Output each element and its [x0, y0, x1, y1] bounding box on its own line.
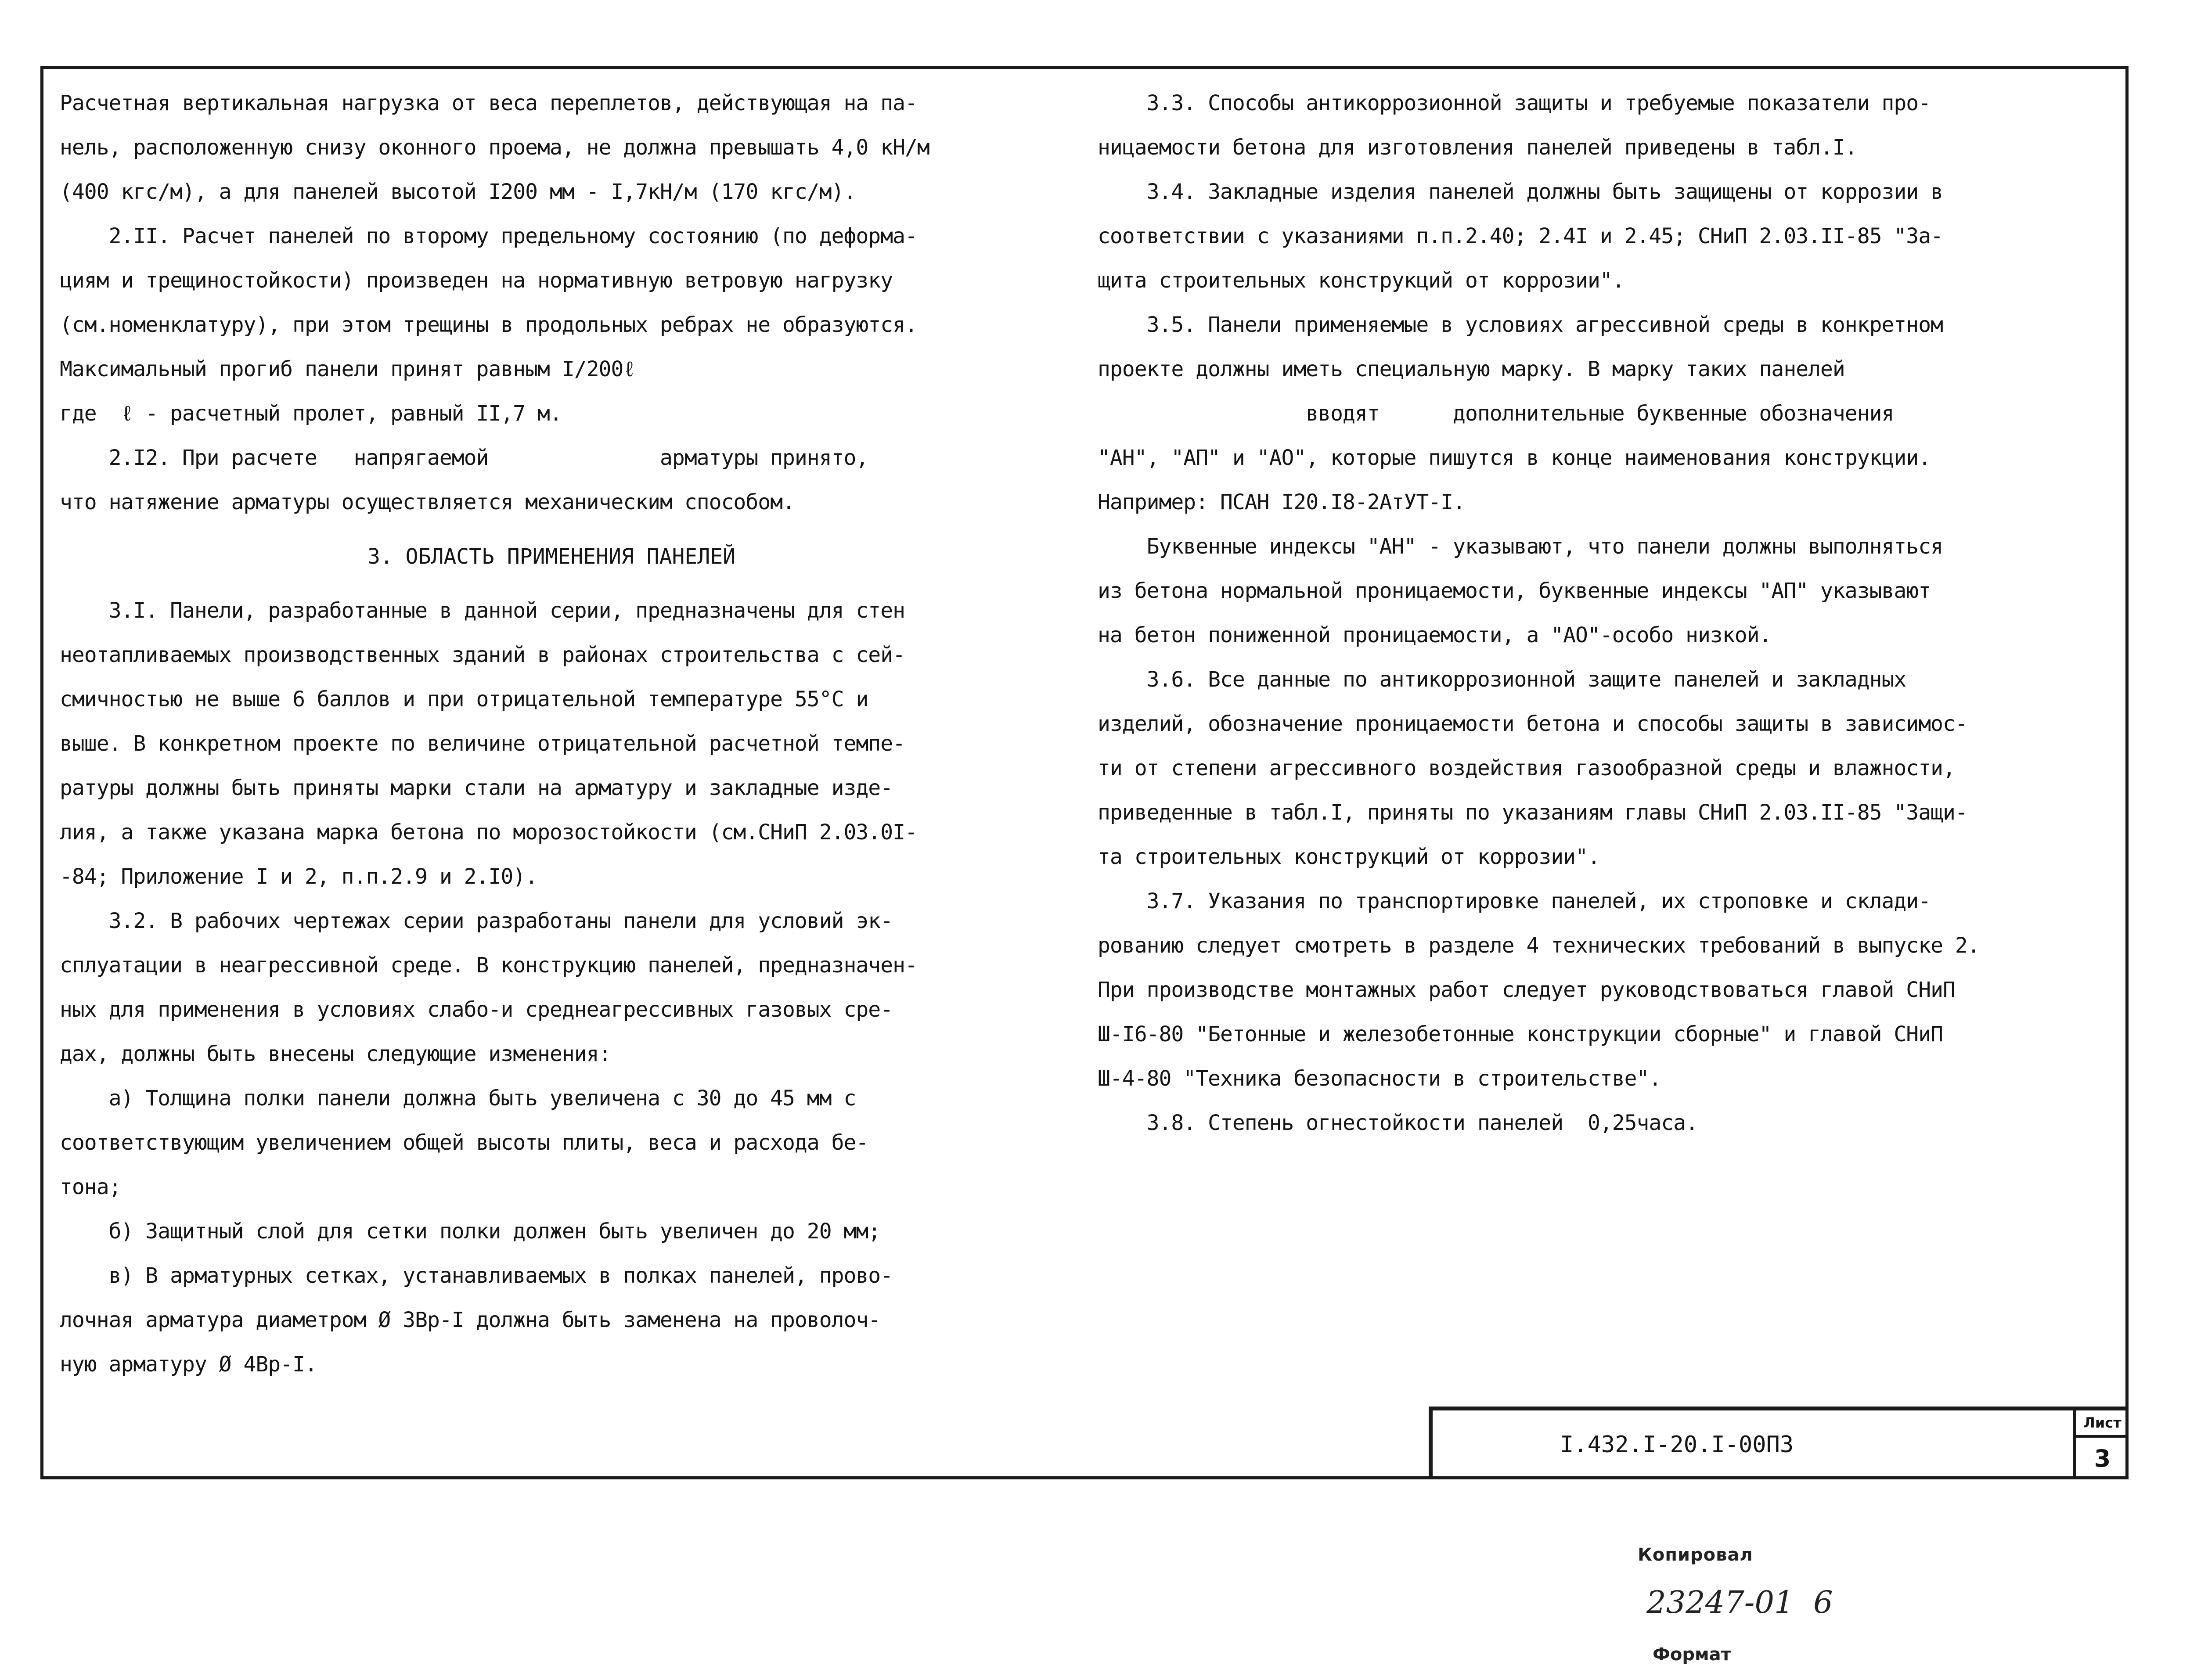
section-heading: 3. ОБЛАСТЬ ПРИМЕНЕНИЯ ПАНЕЛЕЙ	[367, 544, 736, 569]
left-text-column	[60, 81, 1043, 1387]
text-line: неотапливаемых производственных зданий в районах строительства с сей-	[60, 643, 905, 667]
text-line: 3.4. Закладные изделия панелей должны быть защищены от коррозии в	[1098, 180, 1943, 204]
text-line: Расчетная вертикальная нагрузка от веса переплетов, действующая на па-	[60, 91, 917, 115]
text-line: выше. В конкретном проекте по величине отрицательной расчетной темпе-	[60, 731, 905, 756]
text-line: -84; Приложение I и 2, п.п.2.9 и 2.I0).	[60, 864, 538, 889]
document-code: I.432.I-20.I-00ПЗ	[1560, 1432, 1794, 1458]
text-line: ных для применения в условиях слабо-и среднеагрессивных газовых сре-	[60, 997, 893, 1022]
text-line: ницаемости бетона для изготовления панелей приведены в табл.I.	[1098, 135, 1857, 160]
text-line: 3.6. Все данные по антикоррозионной защите панелей и закладных	[1098, 667, 1906, 692]
sheet-label: Лист	[2076, 1410, 2129, 1438]
text-line: где ℓ - расчетный пролет, равный II,7 м.	[60, 401, 562, 426]
text-line: смичностью не выше 6 баллов и при отрицательной температуре 55°С и	[60, 687, 868, 712]
text-line: (см.номенклатуру), при этом трещины в продольных ребрах не образуются.	[60, 313, 917, 337]
text-line: 2.II. Расчет панелей по второму предельному состоянию (по деформа-	[60, 224, 917, 248]
text-line: из бетона нормальной проницаемости, буквенные индексы "АП" указывают	[1098, 579, 1931, 603]
text-line: Максимальный прогиб панели принят равным I/200ℓ	[60, 357, 636, 381]
text-line: та строительных конструкций от коррозии".	[1098, 845, 1600, 869]
text-line: соответствующим увеличением общей высоты плиты, веса и расхода бе-	[60, 1130, 868, 1155]
sheet-number-box	[2073, 1410, 2129, 1479]
text-line: (400 кгс/м), а для панелей высотой I200 мм - I,7кН/м (170 кгс/м).	[60, 180, 856, 204]
text-line: а) Толщина полки панели должна быть увеличена с 30 до 45 мм с	[60, 1086, 856, 1111]
text-line: 3.5. Панели применяемые в условиях агрессивной среды в конкретном	[1098, 313, 1943, 337]
text-line: на бетон пониженной проницаемости, а "АО"-особо низкой.	[1098, 623, 1772, 648]
page-footer	[1633, 1489, 1833, 1665]
sheet-number: 3	[2094, 1445, 2111, 1472]
text-line: сплуатации в неагрессивной среде. В конструкцию панелей, предназначен-	[60, 953, 917, 978]
text-line: Ш-4-80 "Техника безопасности в строительстве".	[1098, 1066, 1661, 1091]
text-line: Ш-I6-80 "Бетонные и железобетонные конструкции сборные" и главой СНиП	[1098, 1022, 1943, 1047]
copied-by-label: Копировал	[1638, 1545, 1753, 1565]
text-line: При производстве монтажных работ следует руководствоваться главой СНиП	[1098, 978, 1955, 1002]
text-line: 3.7. Указания по транспортировке панелей, их строповке и склади-	[1098, 889, 1931, 914]
right-text-column	[1098, 81, 2081, 1145]
text-line: 3.3. Способы антикоррозионной защиты и требуемые показатели про-	[1098, 91, 1931, 115]
text-line: нель, расположенную снизу оконного проема, не должна превышать 4,0 кН/м	[60, 135, 929, 160]
text-line: ную арматуру Ø 4Вр-I.	[60, 1352, 317, 1377]
text-line: соответствии с указаниями п.п.2.40; 2.4I и 2.45; СНиП 2.03.II-85 "За-	[1098, 224, 1943, 248]
text-line: лочная арматура диаметром Ø 3Вр-I должна быть заменена на проволоч-	[60, 1308, 881, 1332]
text-line: 3.2. В рабочих чертежах серии разработаны панели для условий эк-	[60, 909, 893, 933]
text-line: в) В арматурных сетках, устанавливаемых в полках панелей, прово-	[60, 1263, 893, 1288]
text-line: циям и трещиностойкости) произведен на нормативную ветровую нагрузку	[60, 268, 893, 293]
text-line: б) Защитный слой для сетки полки должен быть увеличен до 20 мм;	[60, 1219, 881, 1244]
text-line: Буквенные индексы "АН" - указывают, что панели должны выполняться	[1098, 534, 1943, 559]
text-line: вводят дополнительные буквенные обозначения	[1098, 401, 1894, 426]
text-line: приведенные в табл.I, приняты по указаниям главы СНиП 2.03.II-85 "Защи-	[1098, 800, 1967, 825]
text-line: Например: ПСАН I20.I8-2АтУТ-I.	[1098, 490, 1465, 514]
text-line: ратуры должны быть приняты марки стали на арматуру и закладные изде-	[60, 776, 893, 800]
text-line: проекте должны иметь специальную марку. В марку таких панелей	[1098, 357, 1845, 381]
text-line: 3.8. Степень огнестойкости панелей 0,25часа.	[1098, 1111, 1698, 1135]
text-line: тона;	[60, 1175, 121, 1199]
text-line: ти от степени агрессивного воздействия газообразной среды и влажности,	[1098, 756, 1955, 781]
text-line: дах, должны быть внесены следующие изменения:	[60, 1042, 611, 1066]
format-label: Формат	[1653, 1644, 1731, 1665]
text-line: 3.I. Панели, разработанные в данной серии, предназначены для стен	[60, 598, 905, 623]
title-block-stamp	[1429, 1407, 2129, 1479]
text-line: изделий, обозначение проницаемости бетона и способы защиты в зависимос-	[1098, 712, 1967, 736]
text-line: 2.I2. При расчете напрягаемой арматуры принято,	[60, 446, 868, 470]
text-line: рованию следует смотреть в разделе 4 технических требований в выпуске 2.	[1098, 933, 1980, 958]
text-line: что натяжение арматуры осуществляется механическим способом.	[60, 490, 795, 514]
text-line: "АН", "АП" и "АО", которые пишутся в конце наименования конструкции.	[1098, 446, 1931, 470]
text-line: щита строительных конструкций от коррозии".	[1098, 268, 1624, 293]
text-line: лия, а также указана марка бетона по морозостойкости (см.СНиП 2.03.0I-	[60, 820, 917, 845]
handwritten-inventory-number: 23247-01 6	[1646, 1584, 1833, 1620]
